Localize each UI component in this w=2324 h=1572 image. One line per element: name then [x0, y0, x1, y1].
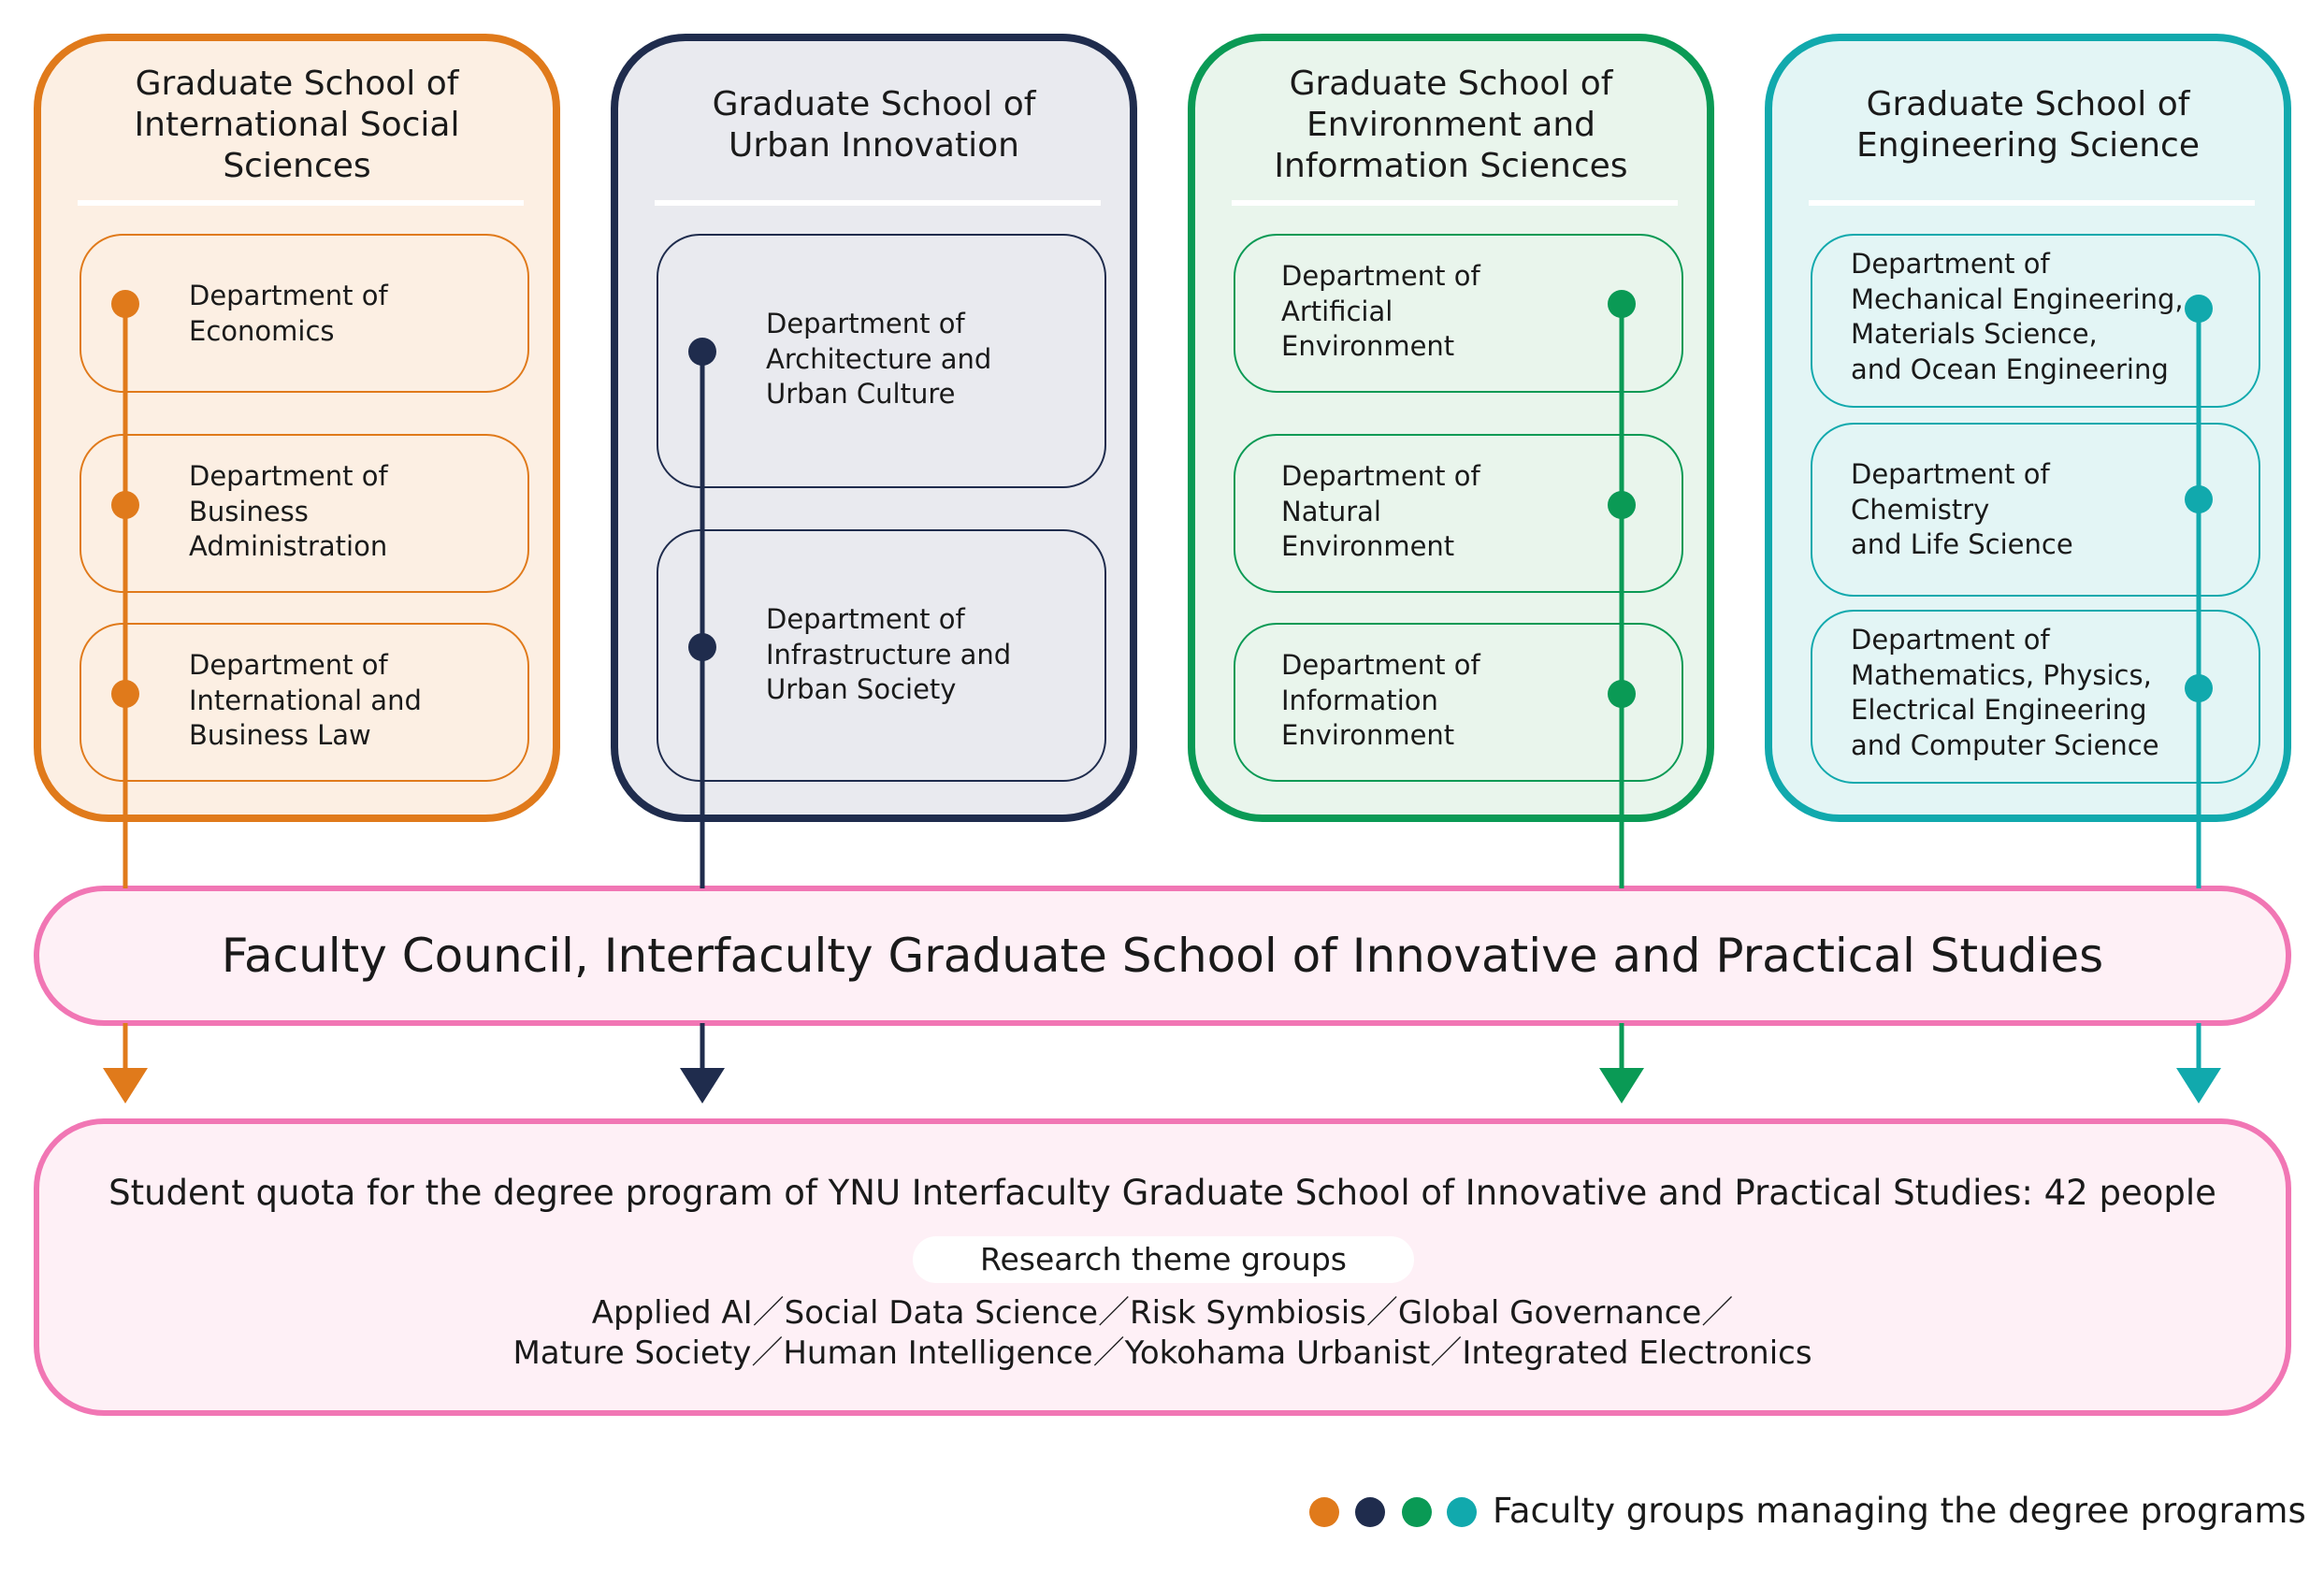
department-label: Department of Artificial Environment: [1281, 260, 1480, 362]
department-label: Department of Information Environment: [1281, 649, 1480, 751]
arrow-down-icon: [680, 1068, 725, 1103]
connector-orange: [103, 290, 148, 1103]
legend-dot-teal: [1447, 1497, 1477, 1527]
student-quota-title: Student quota for the degree program of YNU Interfaculty Graduate School of Innovative and Practical Studies: 42 people: [108, 1173, 2216, 1213]
department-label: Department of Mechanical Engineering, Materials Science, and Ocean Engineering: [1851, 248, 2184, 385]
connector-teal: [2176, 295, 2221, 1103]
department-label: Department of Natural Environment: [1281, 460, 1480, 562]
node-dot: [2185, 674, 2213, 702]
department-label: Department of Economics: [189, 280, 388, 347]
research-themes-line-1: Applied AI／Social Data Science／Risk Symbiosis／Global Governance／: [591, 1294, 1734, 1332]
node-dot: [111, 680, 139, 708]
node-dot: [2185, 485, 2213, 513]
connector-navy: [680, 338, 725, 1103]
node-dot: [1608, 491, 1636, 519]
department-label: Department of Business Administration: [189, 460, 388, 562]
arrow-down-icon: [2176, 1068, 2221, 1103]
node-dot: [688, 338, 716, 366]
node-dot: [111, 290, 139, 318]
department-label: Department of Mathematics, Physics, Electrical Engineering and Computer Science: [1851, 624, 2159, 761]
research-themes-line-2: Mature Society／Human Intelligence／Yokohama Urbanist／Integrated Electronics: [512, 1334, 1812, 1372]
school-title: Graduate School of Engineering Science: [1856, 84, 2200, 165]
department-label: Department of International and Business Law: [189, 649, 422, 751]
department-label: Department of Architecture and Urban Culture: [766, 308, 992, 410]
arrow-down-icon: [1599, 1068, 1644, 1103]
school-title: Graduate School of International Social Sciences: [134, 64, 460, 185]
legend-dot-orange: [1309, 1497, 1339, 1527]
legend-dot-navy: [1355, 1497, 1385, 1527]
legend-dots: [1309, 1497, 1477, 1527]
legend-dot-green: [1402, 1497, 1432, 1527]
faculty-council-label: Faculty Council, Interfaculty Graduate School of Innovative and Practical Studies: [221, 929, 2104, 983]
node-dot: [2185, 295, 2213, 323]
node-dot: [688, 633, 716, 661]
node-dot: [111, 491, 139, 519]
school-title: Graduate School of Urban Innovation: [712, 84, 1036, 165]
arrow-down-icon: [103, 1068, 148, 1103]
node-dot: [1608, 680, 1636, 708]
research-theme-groups-label: Research theme groups: [913, 1236, 1414, 1283]
department-label: Department of Infrastructure and Urban Society: [766, 603, 1012, 705]
connector-green: [1599, 290, 1644, 1103]
school-title: Graduate School of Environment and Information Sciences: [1274, 64, 1628, 185]
department-label: Department of Chemistry and Life Science: [1851, 458, 2073, 560]
node-dot: [1608, 290, 1636, 318]
legend-label: Faculty groups managing the degree programs: [1493, 1491, 2306, 1531]
